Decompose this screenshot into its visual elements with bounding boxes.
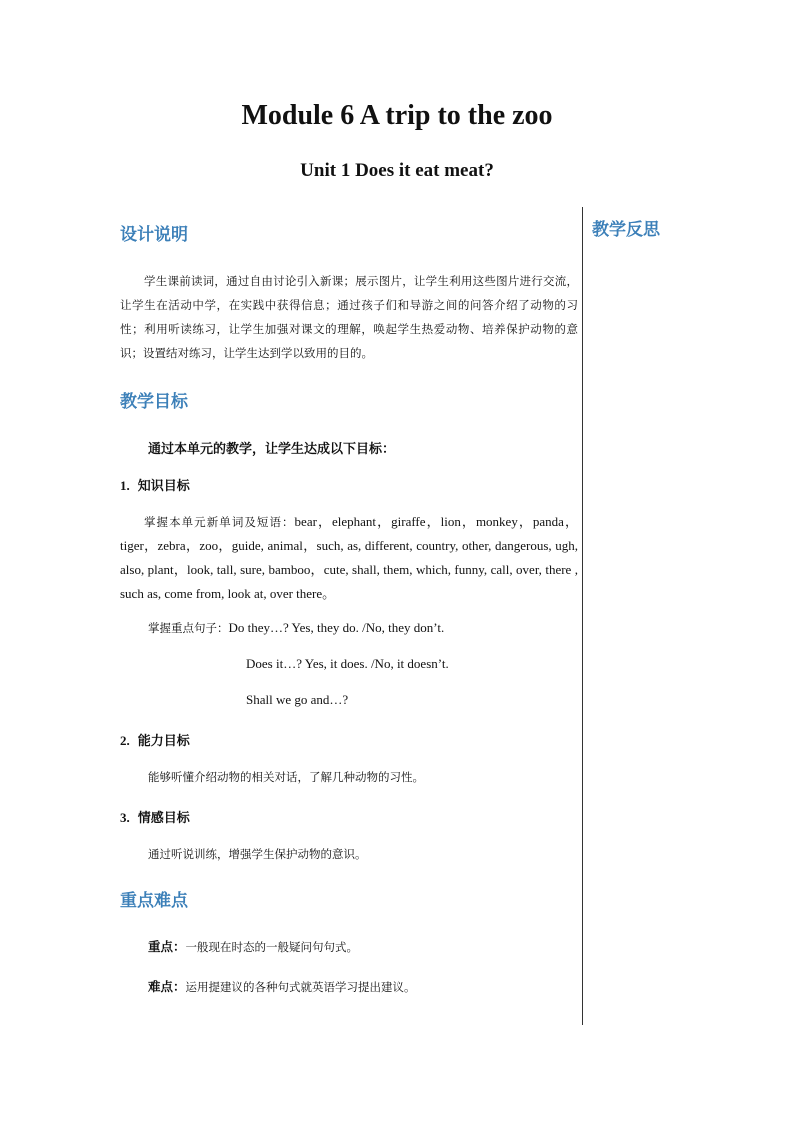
key-heading: 重点难点	[120, 891, 188, 911]
emotion-title: 情感目标	[137, 811, 190, 826]
emotion-heading	[120, 807, 578, 826]
ability-text: 能够听懂介绍动物的相关对话，了解几种动物的习性。	[148, 770, 424, 784]
ability-num: 2.	[120, 733, 130, 748]
focus-text: 一般现在时态的一般疑问句句式。	[185, 940, 359, 954]
difficulty-label: 难点：	[148, 979, 186, 994]
column-divider	[582, 207, 583, 1025]
difficulty-text: 运用提建议的各种句式就英语学习提出建议。	[185, 980, 416, 994]
main-column	[120, 220, 578, 995]
design-heading: 设计说明	[120, 225, 188, 245]
unit-subtitle: Unit 1 Does it eat meat?	[300, 160, 494, 181]
goals-lead: 通过本单元的教学，让学生达成以下目标：	[148, 442, 396, 457]
sentences-label: 掌握重点句子：	[148, 621, 229, 635]
knowledge-title: 知识目标	[137, 479, 190, 494]
ability-title: 能力目标	[137, 734, 190, 749]
knowledge-num: 1.	[120, 478, 130, 493]
reflection-column	[592, 215, 660, 240]
page-title: Module 6 A trip to the zoo	[241, 100, 553, 131]
emotion-text: 通过听说训练，增强学生保护动物的意识。	[148, 847, 367, 861]
words-list: bear，elephant，giraffe，lion，monkey，panda，tiger，zebra，zoo，guide, animal，such, as, different, country, other, dangerous, ugh, also, plant，look, tall, sure, bamboo，cute, shall, them, which, funny, call, over, there , such as, come from, look at, over there。	[120, 514, 579, 601]
knowledge-words	[120, 510, 578, 606]
sentence-2: Does it…? Yes, it does. /No, it doesn’t.	[246, 656, 449, 671]
goals-heading: 教学目标	[120, 392, 188, 412]
difficulty-row	[120, 977, 578, 995]
design-text: 学生课前读词，通过自由讨论引入新课；展示图片，让学生利用这些图片进行交流，让学生在活动中学，在实践中获得信息；通过孩子们和导游之间的问答介绍了动物的习性；利用听读练习，让学生加强对课文的理解，唤起学生热爱动物、培养保护动物的意识；设置结对练习，让学生达到学以致用的目的。	[120, 274, 578, 360]
ability-heading	[120, 730, 578, 749]
sentence-1: Do they…? Yes, they do. /No, they don’t.	[228, 620, 445, 635]
emotion-num: 3.	[120, 810, 130, 825]
knowledge-heading	[120, 475, 578, 494]
focus-row	[120, 937, 578, 955]
reflection-heading: 教学反思	[592, 220, 660, 240]
words-label: 掌握本单元新单词及短语：	[144, 515, 295, 529]
focus-label: 重点：	[148, 939, 186, 954]
sentences-row	[120, 620, 578, 636]
sentence-3: Shall we go and…?	[246, 692, 349, 707]
